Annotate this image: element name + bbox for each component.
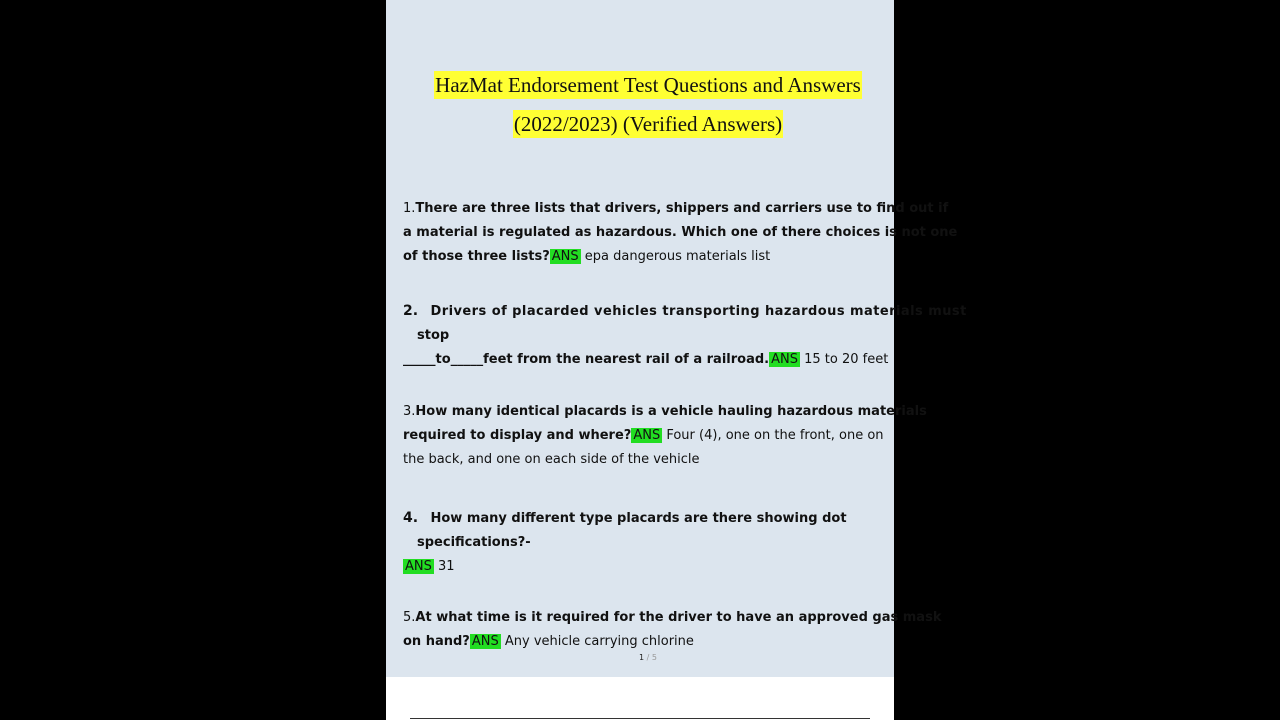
- question-3-line-3: [403, 448, 903, 472]
- answer-3-part-2: the back, and one on each side of the vehicle: [403, 452, 700, 467]
- answer-badge: ANS: [771, 352, 798, 367]
- question-2-line-2: stop: [417, 328, 450, 343]
- question-5-line-1: 5.At what time is it required for the driver to have an approved gas mask: [403, 610, 942, 625]
- page-divider: [410, 718, 870, 719]
- answer-2: 15 to 20 feet: [804, 352, 889, 367]
- question-1-line-3: of those three lists? ANS epa dangerous materials list: [403, 249, 771, 264]
- answer-badge: ANS: [405, 559, 432, 574]
- document-title-line-2: (2022/2023) (Verified Answers): [513, 112, 783, 136]
- question-2: [403, 299, 967, 372]
- question-1-line-1: 1.There are three lists that drivers, shippers and carriers use to find out if: [403, 201, 949, 216]
- answer-badge: ANS: [471, 634, 499, 649]
- question-5-line-2: on hand? ANS Any vehicle carrying chlorine: [403, 634, 694, 649]
- question-4: [403, 506, 903, 579]
- question-3-line-2: required to display and where? ANS Four (4), one on the front, one on: [403, 428, 884, 443]
- question-4-line-3: [403, 555, 903, 579]
- question-3-line-1: 3.How many identical placards is a vehicle hauling hazardous materials: [403, 404, 927, 419]
- question-1-line-2: a material is regulated as hazardous. Which one of there choices is not one: [403, 225, 958, 240]
- page-number: 1 / 5: [639, 653, 657, 662]
- answer-badge: ANS: [551, 249, 579, 264]
- answer-3-part-1: Four (4), one on the front, one on: [666, 428, 884, 443]
- question-4-line-2: specifications?-: [417, 535, 531, 550]
- question-1: [403, 197, 958, 269]
- answer-badge: ANS: [633, 428, 661, 443]
- question-2-line-3: _____to_____feet from the nearest rail of a railroad. ANS 15 to 20 feet: [403, 352, 889, 367]
- question-4-line-1: 4. How many different type placards are there showing dot: [403, 510, 847, 526]
- question-2-line-1: 2. Drivers of placarded vehicles transporting hazardous materials must: [403, 303, 967, 319]
- next-page-preview: [386, 677, 894, 720]
- document-page: [386, 0, 967, 677]
- answer-4: 31: [438, 559, 455, 574]
- answer-1: epa dangerous materials list: [584, 249, 771, 264]
- question-5: [403, 606, 942, 654]
- question-3: [403, 400, 927, 472]
- answer-5: Any vehicle carrying chlorine: [504, 634, 694, 649]
- document-title-line-1: HazMat Endorsement Test Questions and Answers: [435, 73, 861, 97]
